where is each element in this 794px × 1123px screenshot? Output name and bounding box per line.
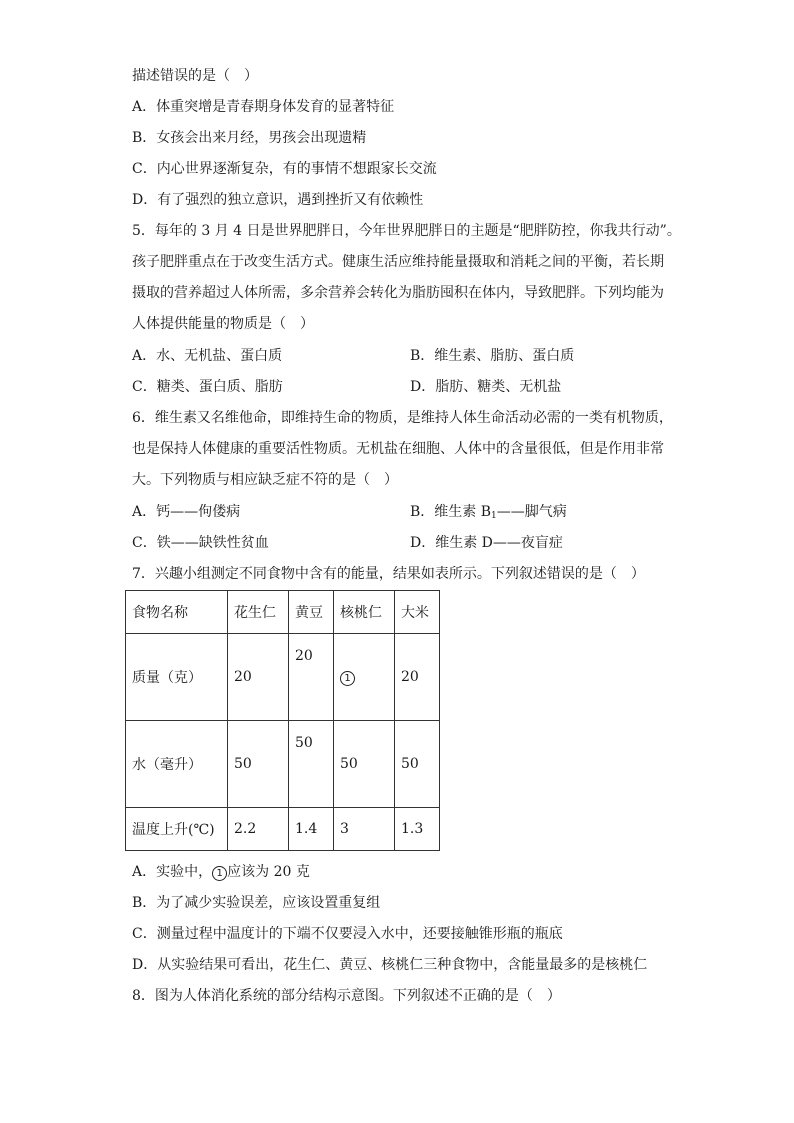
- table-row-label: 温度上升(℃): [126, 808, 228, 851]
- table-row-label: 质量（克）: [126, 634, 228, 721]
- question-6-line-1: 6．维生素又名维他命，即维持生命的物质，是维持人体生命活动必需的一类有机物质，: [132, 410, 673, 426]
- question-6-option-b: B．维生素 $B_1——$脚气病: [410, 504, 567, 521]
- question-7-option-b: B．为了减少实验误差，应该设置重复组: [132, 895, 381, 911]
- question-5-line-1: 5．每年的 3 月 4 日是世界肥胖日，今年世界肥胖日的主题是“肥胖防控，你我共行动”。: [132, 223, 681, 239]
- table-cell: 1.4: [289, 808, 334, 851]
- question-5-option-c: C．糖类、蛋白质、脂肪: [132, 379, 283, 395]
- question-7-option-a: A．实验中， 1 应该为 20 克: [132, 864, 310, 880]
- question-6-option-d: D．维生素 D——夜盲症: [410, 535, 563, 551]
- energy-table: [125, 590, 440, 851]
- question-8-stem: 8．图为人体消化系统的部分结构示意图。下列叙述不正确的是（ ）: [132, 988, 561, 1004]
- question-7-option-c: C．测量过程中温度计的下端不仅要浸入水中，还要接触锥形瓶的瓶底: [132, 926, 563, 942]
- table-row: [126, 634, 440, 721]
- option-c: C．内心世界逐渐复杂，有的事情不想跟家长交流: [132, 161, 437, 177]
- table-row: [126, 721, 440, 808]
- table-header-cell: 大米: [395, 591, 440, 634]
- option-b: B．女孩会出来月经，男孩会出现遗精: [132, 130, 367, 146]
- table-row-label: 水（毫升）: [126, 721, 228, 808]
- table-header-cell: 食物名称: [126, 591, 228, 634]
- table-header-cell: 核桃仁: [334, 591, 395, 634]
- question-6-line-3: 大。下列物质与相应缺乏症不符的是（ ）: [132, 472, 398, 488]
- question-6-option-a: A．钙——佝偻病: [132, 504, 241, 520]
- table-cell: 20: [289, 634, 334, 721]
- table-cell: 3: [334, 808, 395, 851]
- question-5-option-b: B．维生素、脂肪、蛋白质: [410, 348, 575, 364]
- question-6-line-2: 也是保持人体健康的重要活性物质。无机盐在细胞、人体中的含量很低，但是作用非常: [132, 441, 664, 457]
- table-cell: 50: [334, 721, 395, 808]
- table-row: [126, 808, 440, 851]
- circled-number: 1: [212, 866, 227, 881]
- table-cell: 2.2: [228, 808, 289, 851]
- table-header-cell: 花生仁: [228, 591, 289, 634]
- table-cell: 50: [228, 721, 289, 808]
- table-cell: 20: [228, 634, 289, 721]
- option-a: A．体重突增是青春期身体发育的显著特征: [132, 99, 395, 115]
- question-6-option-c: C．铁——缺铁性贫血: [132, 535, 269, 551]
- table-cell: [334, 634, 395, 721]
- option-d: D．有了强烈的独立意识，遇到挫折又有依赖性: [132, 192, 424, 208]
- table-header-cell: 黄豆: [289, 591, 334, 634]
- question-5-line-3: 摄取的营养超过人体所需，多余营养会转化为脂肪囤积在体内，导致肥胖。下列均能为: [132, 285, 664, 301]
- table-cell: 20: [395, 634, 440, 721]
- table-header-row: [126, 591, 440, 634]
- question-5-option-d: D．脂肪、糖类、无机盐: [410, 379, 562, 395]
- question-7-option-d: D．从实验结果可看出，花生仁、黄豆、核桃仁三种食物中，含能量最多的是核桃仁: [132, 957, 648, 973]
- question-5-option-a: A．水、无机盐、蛋白质: [132, 348, 283, 364]
- question-7-stem: 7．兴趣小组测定不同食物中含有的能量，结果如表所示。下列叙述错误的是（ ）: [132, 566, 645, 582]
- table-cell: 1.3: [395, 808, 440, 851]
- question-5-line-4: 人体提供能量的物质是（ ）: [132, 316, 314, 332]
- table-cell: 50: [289, 721, 334, 808]
- question-stem-continuation: 描述错误的是（ ）: [132, 68, 258, 84]
- circled-number: 1: [340, 671, 355, 686]
- question-5-line-2: 孩子肥胖重点在于改变生活方式。健康生活应维持能量摄取和消耗之间的平衡，若长期: [132, 254, 664, 270]
- table-cell: 50: [395, 721, 440, 808]
